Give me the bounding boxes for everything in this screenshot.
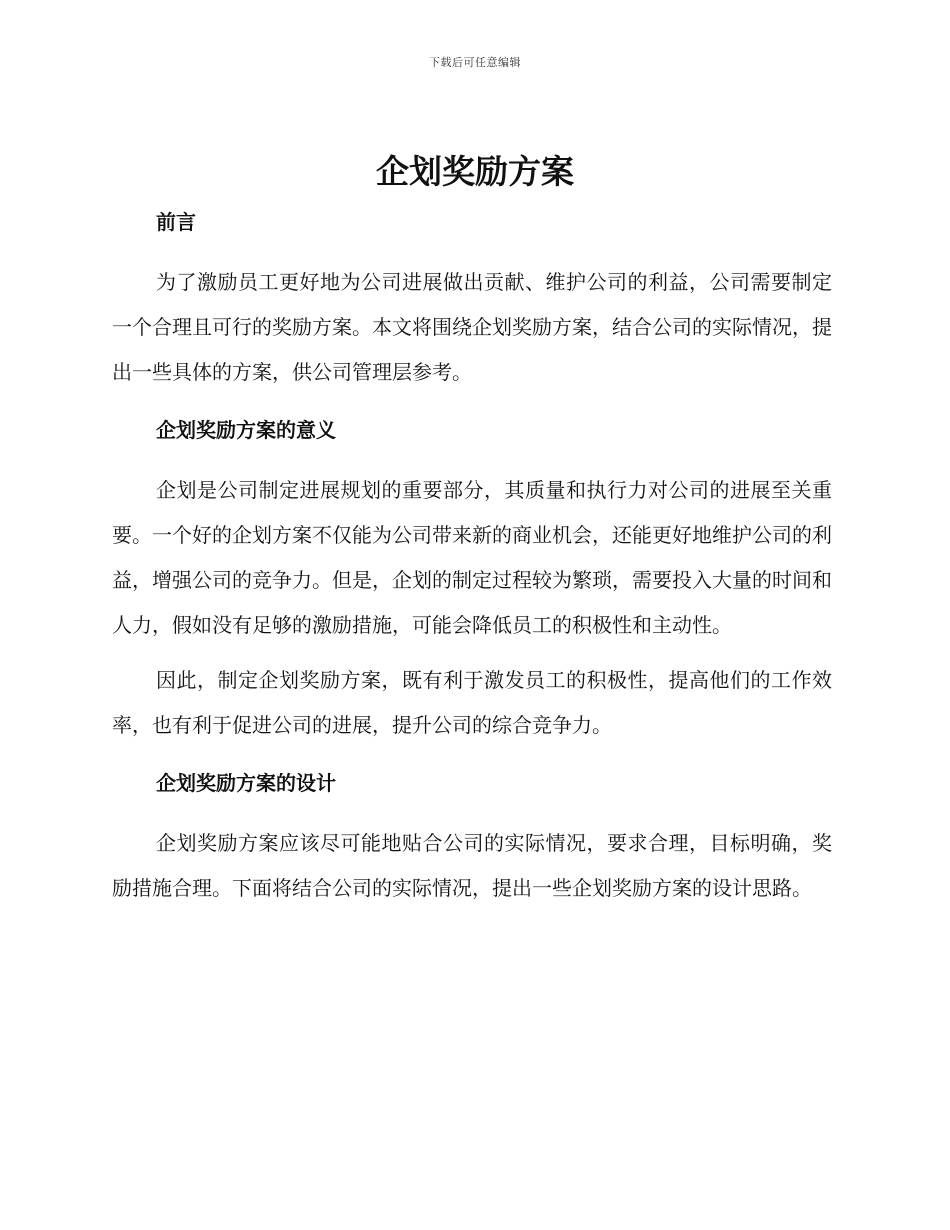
document-body: [112, 204, 832, 911]
paragraph-preface: 为了激励员工更好地为公司进展做出贡献、维护公司的利益，公司需要制定一个合理且可行的奖励方案。本文将围绕企划奖励方案，结合公司的实际情况，提出一些具体的方案，供公司管理层参考。: [112, 270, 832, 384]
section-heading-design: 企划奖励方案的设计: [156, 771, 336, 795]
paragraph-meaning-1: 企划是公司制定进展规划的重要部分，其质量和执行力对公司的进展至关重要。一个好的企划方案不仅能为公司带来新的商业机会，还能更好地维护公司的利益，增强公司的竞争力。但是，企划的制定过程较为繁琐，需要投入大量的时间和人力，假如没有足够的激励措施，可能会降低员工的积极性和主动性。: [112, 478, 832, 637]
section-heading-meaning: 企划奖励方案的意义: [156, 418, 336, 442]
paragraph-design: 企划奖励方案应该尽可能地贴合公司的实际情况，要求合理，目标明确，奖励措施合理。下面将结合公司的实际情况，提出一些企划奖励方案的设计思路。: [112, 831, 832, 900]
page-header-note: 下载后可任意编辑: [429, 56, 521, 69]
section-heading-preface: 前言: [156, 210, 196, 234]
paragraph-meaning-2: 因此，制定企划奖励方案，既有利于激发员工的积极性，提高他们的工作效率，也有利于促进公司的进展，提升公司的综合竞争力。: [112, 668, 832, 737]
document-title: 企划奖励方案: [376, 152, 574, 191]
